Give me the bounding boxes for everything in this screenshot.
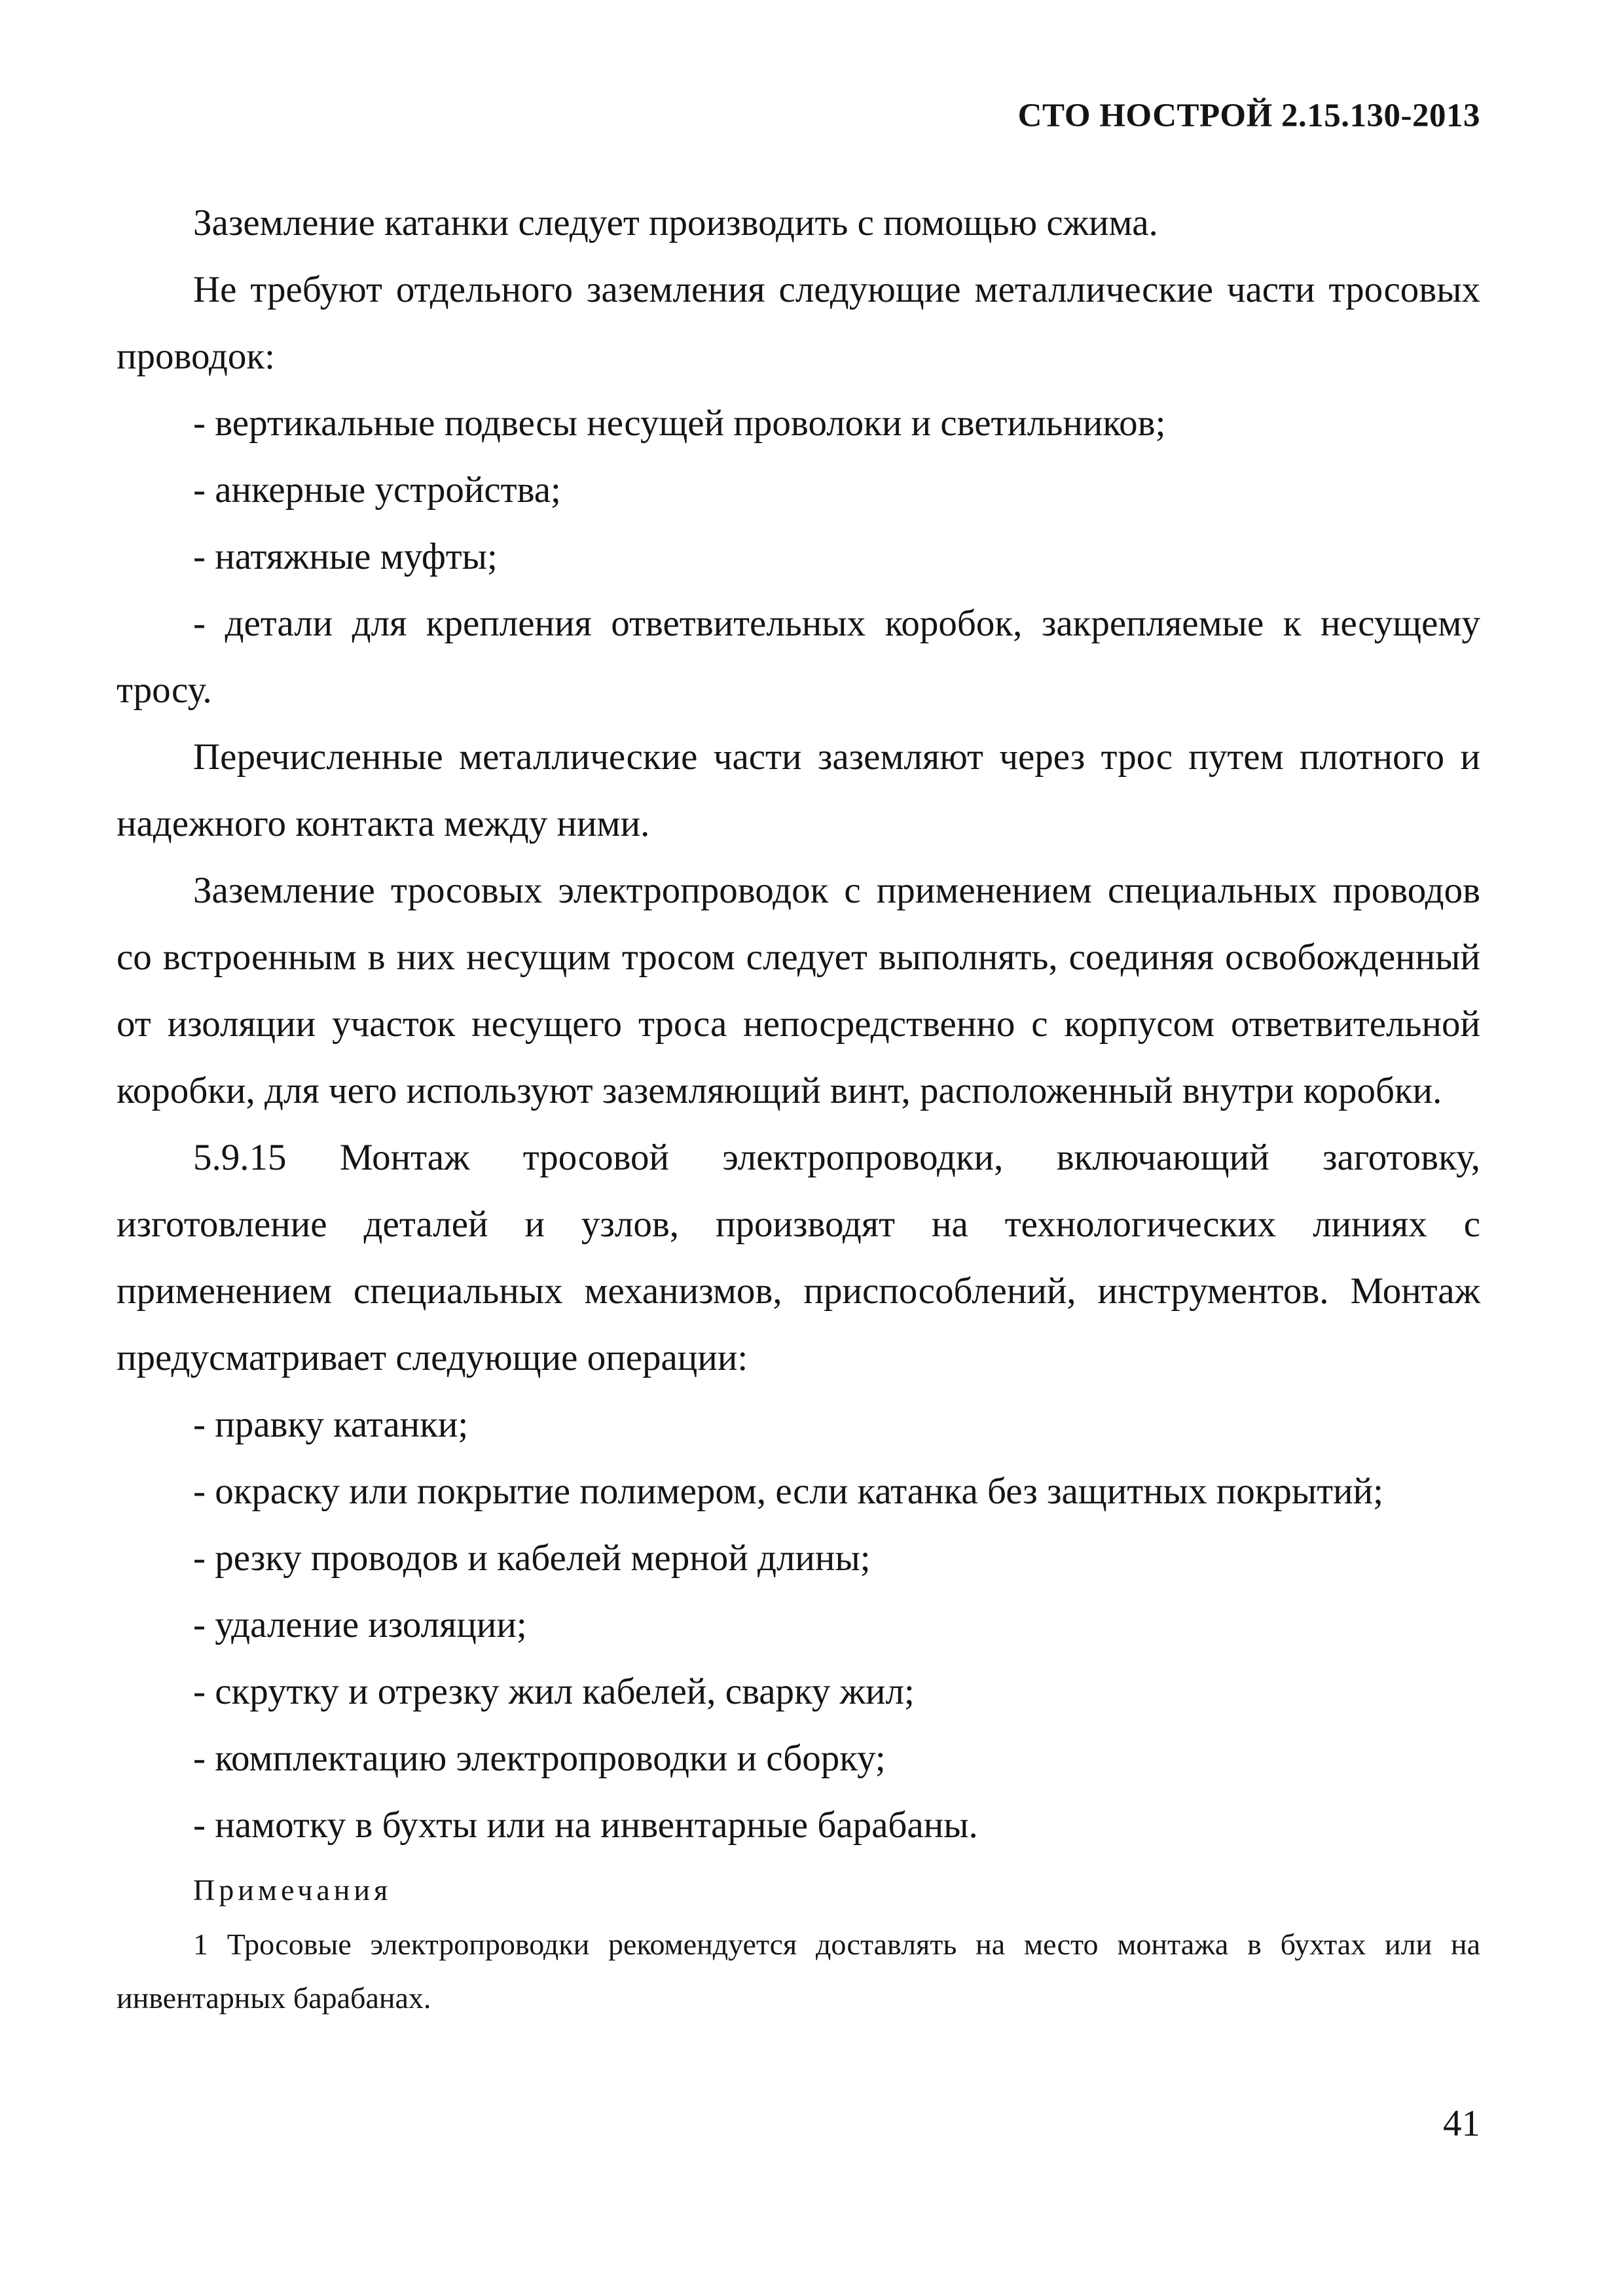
paragraph-no-separate-grounding: Не требуют отдельного заземления следующие металлические части тросовых проводок: bbox=[117, 269, 1480, 377]
paragraph-listed-parts: Перечисленные металлические части заземляют через трос путем плотного и надежного контакта между ними. bbox=[117, 736, 1480, 844]
list-item: - натяжные муфты; bbox=[193, 536, 498, 577]
notes-heading: Примечания bbox=[193, 1873, 392, 1907]
paragraph-special-wires: Заземление тросовых электропроводок с применением специальных проводов со встроенным в них несущим тросом следует выполнять, соединяя освобожденный от изоляции участок несущего троса непосредственно с корпусом ответвительной коробки, для чего используют заземляющий винт, расположенный внутри коробки. bbox=[117, 870, 1480, 1111]
list-item: - комплектацию электропроводки и сборку; bbox=[193, 1738, 886, 1779]
list-item: - резку проводов и кабелей мерной длины; bbox=[193, 1537, 871, 1579]
note-1: 1 Тросовые электропроводки рекомендуется доставлять на место монтажа в бухтах или на инвентарных барабанах. bbox=[117, 1928, 1480, 2015]
list-item: - окраску или покрытие полимером, если катанка без защитных покрытий; bbox=[193, 1471, 1383, 1512]
page-number: 41 bbox=[1443, 2103, 1480, 2144]
page-content bbox=[117, 190, 1480, 2025]
paragraph-section-5-9-15: 5.9.15 Монтаж тросовой электропроводки, включающий заготовку, изготовление деталей и узлов, производят на технологических линиях с применением специальных механизмов, приспособлений, инструментов. Монтаж предусматривает следующие операции: bbox=[117, 1137, 1480, 1378]
list-item: - детали для крепления ответвительных коробок, закрепляемые к несущему тросу. bbox=[117, 603, 1480, 711]
list-item: - правку катанки; bbox=[193, 1404, 469, 1445]
list-item: - удаление изоляции; bbox=[193, 1604, 527, 1645]
paragraph-grounding-wire: Заземление катанки следует производить с помощью сжима. bbox=[193, 202, 1158, 243]
list-item: - анкерные устройства; bbox=[193, 469, 561, 511]
list-item: - вертикальные подвесы несущей проволоки и светильников; bbox=[193, 403, 1166, 444]
document-code: СТО НОСТРОЙ 2.15.130-2013 bbox=[1017, 98, 1480, 134]
list-item: - намотку в бухты или на инвентарные барабаны. bbox=[193, 1804, 978, 1846]
list-item: - скрутку и отрезку жил кабелей, сварку жил; bbox=[193, 1671, 915, 1712]
